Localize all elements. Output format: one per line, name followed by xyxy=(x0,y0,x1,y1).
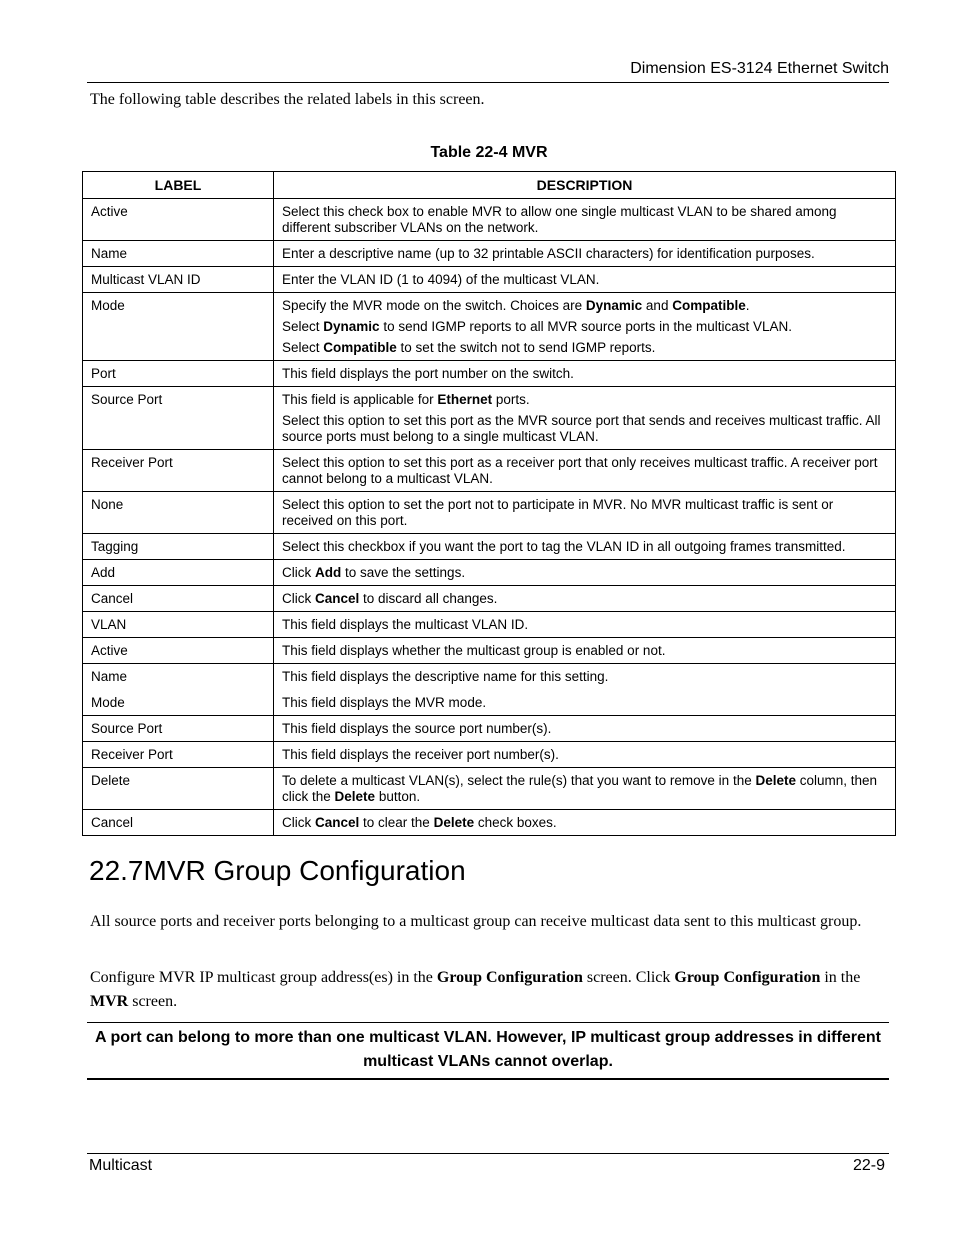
label-cell xyxy=(83,560,274,586)
bold-term: Group Configuration xyxy=(674,969,821,986)
description-paragraph xyxy=(282,617,887,633)
table-row xyxy=(83,241,896,267)
text-run: to discard all changes. xyxy=(359,591,498,606)
section-paragraph-1: All source ports and receiver ports belonging to a multicast group can receive multicast data sent to this multicast group. xyxy=(90,913,862,930)
description-paragraph xyxy=(282,497,887,529)
table-row xyxy=(83,560,896,586)
table-row xyxy=(83,612,896,638)
text-run: to save the settings. xyxy=(341,565,466,580)
label-text: Delete xyxy=(91,773,131,788)
table-caption: Table 22-4 MVR xyxy=(430,144,548,161)
label-text: Cancel xyxy=(91,591,134,606)
text-run: Enter the VLAN ID (1 to 4094) of the multicast VLAN. xyxy=(282,272,600,287)
description-paragraph xyxy=(282,695,887,711)
table-row xyxy=(83,742,896,768)
label-cell xyxy=(83,241,274,267)
label-text: Source Port xyxy=(91,721,163,736)
table-header-row xyxy=(83,172,896,199)
table-row xyxy=(83,586,896,612)
label-cell xyxy=(83,450,274,492)
label-cell xyxy=(83,742,274,768)
bold-term: Add xyxy=(315,565,342,580)
text-run: To delete a multicast VLAN(s), select the rule(s) that you want to remove in the xyxy=(282,773,756,788)
label-cell xyxy=(83,716,274,742)
text-run: This field displays the MVR mode. xyxy=(282,695,487,710)
description-cell xyxy=(274,612,896,638)
text-run: screen. Click xyxy=(582,969,675,986)
description-paragraph xyxy=(282,815,887,831)
text-run: Select xyxy=(282,319,324,334)
text-run: Select this option to set this port as the MVR source port that sends and receives multicast traffic. All source ports must belong to a single multicast VLAN. xyxy=(282,413,881,444)
description-cell xyxy=(274,534,896,560)
label-cell xyxy=(83,612,274,638)
bold-term: Ethernet xyxy=(437,392,493,407)
label-text: Source Port xyxy=(91,392,163,407)
section-heading: 22.7MVR Group Configuration xyxy=(89,855,466,886)
description-paragraph xyxy=(282,669,887,685)
page-footer xyxy=(87,1153,889,1174)
table-body xyxy=(83,199,896,836)
bold-term: Delete xyxy=(334,789,376,804)
label-cell xyxy=(83,534,274,560)
label-text: Cancel xyxy=(91,815,134,830)
description-cell xyxy=(274,293,896,361)
label-text: Mode xyxy=(91,298,125,313)
description-cell xyxy=(274,560,896,586)
text-run: This field displays the source port number(s). xyxy=(282,721,552,736)
description-paragraph xyxy=(282,413,887,445)
description-cell xyxy=(274,241,896,267)
bold-term: Compatible xyxy=(323,340,397,355)
label-text: Port xyxy=(91,366,116,381)
label-text: Active xyxy=(91,204,128,219)
text-run: Click xyxy=(282,591,315,606)
text-run: Select this option to set the port not to participate in MVR. No MVR multicast traffic is sent or received on this port. xyxy=(282,497,834,528)
intro-text: The following table describes the related labels in this screen. xyxy=(90,91,485,108)
description-paragraph xyxy=(282,392,887,408)
label-cell xyxy=(83,293,274,361)
label-text: Receiver Port xyxy=(91,455,173,470)
description-paragraph xyxy=(282,721,887,737)
label-text: None xyxy=(91,497,124,512)
footer-chapter: Multicast xyxy=(89,1157,153,1174)
mvr-table xyxy=(82,171,896,836)
column-header-description: DESCRIPTION xyxy=(274,172,896,199)
text-run: button. xyxy=(375,789,421,804)
text-run: Select this option to set this port as a receiver port that only receives multicast traffic. A receiver port cannot belong to a multicast VLAN. xyxy=(282,455,878,486)
table-row xyxy=(83,716,896,742)
label-text: Mode xyxy=(91,695,125,710)
text-run: This field displays the descriptive name for this setting. xyxy=(282,669,609,684)
table-row xyxy=(83,664,896,716)
text-run: Click xyxy=(282,815,315,830)
text-run: check boxes. xyxy=(474,815,557,830)
bold-term: Dynamic xyxy=(323,319,380,334)
text-run: This field displays whether the multicast group is enabled or not. xyxy=(282,643,666,658)
description-cell xyxy=(274,664,896,716)
text-run: screen. xyxy=(128,993,178,1010)
bold-term: Delete xyxy=(433,815,475,830)
label-cell xyxy=(83,267,274,293)
table-row xyxy=(83,638,896,664)
text-run: Specify the MVR mode on the switch. Choices are xyxy=(282,298,586,313)
description-paragraph xyxy=(282,773,887,805)
description-cell xyxy=(274,768,896,810)
table-row xyxy=(83,768,896,810)
label-text: VLAN xyxy=(91,617,127,632)
bold-term: Delete xyxy=(755,773,796,788)
bold-term: Compatible xyxy=(672,298,746,313)
table-row xyxy=(83,267,896,293)
description-paragraph xyxy=(282,565,887,581)
text-run: Select this check box to enable MVR to allow one single multicast VLAN to be shared among different subscriber VLANs on the network. xyxy=(282,204,837,235)
label-text: Multicast VLAN ID xyxy=(91,272,201,287)
description-paragraph xyxy=(282,298,887,314)
text-run: This field is applicable for xyxy=(282,392,438,407)
label-cell xyxy=(83,638,274,664)
description-cell xyxy=(274,742,896,768)
text-run: This field displays the multicast VLAN ID. xyxy=(282,617,529,632)
text-run: Enter a descriptive name (up to 32 printable ASCII characters) for identification purposes. xyxy=(282,246,815,261)
text-run: and xyxy=(642,298,673,313)
description-paragraph xyxy=(282,340,887,356)
description-cell xyxy=(274,810,896,836)
description-paragraph xyxy=(282,455,887,487)
header-title: Dimension ES-3124 Ethernet Switch xyxy=(630,60,889,77)
description-cell xyxy=(274,716,896,742)
table-row xyxy=(83,450,896,492)
bold-term: Cancel xyxy=(315,591,360,606)
label-text: Name xyxy=(91,246,128,261)
table-row xyxy=(83,534,896,560)
label-text: Receiver Port xyxy=(91,747,173,762)
description-paragraph xyxy=(282,643,887,659)
column-header-label: LABEL xyxy=(83,172,274,199)
label-cell xyxy=(83,768,274,810)
text-run: Configure MVR IP multicast group address(es) in the xyxy=(90,969,437,986)
description-paragraph xyxy=(282,204,887,236)
note-box: A port can belong to more than one multicast VLAN. However, IP multicast group addresses in different multicast VLANs cannot overlap. xyxy=(87,1022,889,1080)
bold-term: Cancel xyxy=(315,815,360,830)
label-cell xyxy=(83,492,274,534)
description-cell xyxy=(274,450,896,492)
description-cell xyxy=(274,492,896,534)
text-run: . xyxy=(745,298,750,313)
description-cell xyxy=(274,387,896,450)
label-text: Name xyxy=(91,669,128,684)
bold-term: Dynamic xyxy=(585,298,643,313)
label-cell xyxy=(83,586,274,612)
text-run: ports. xyxy=(492,392,530,407)
description-paragraph xyxy=(282,246,887,262)
description-cell xyxy=(274,267,896,293)
table-row xyxy=(83,361,896,387)
description-paragraph xyxy=(282,747,887,763)
table-row xyxy=(83,387,896,450)
text-run: Select this checkbox if you want the port to tag the VLAN ID in all outgoing frames transmitted. xyxy=(282,539,846,554)
label-text: Active xyxy=(91,643,128,658)
page-header xyxy=(87,60,889,83)
description-paragraph xyxy=(282,366,887,382)
description-cell xyxy=(274,586,896,612)
description-paragraph xyxy=(282,591,887,607)
text-run: This field displays the receiver port number(s). xyxy=(282,747,559,762)
description-cell xyxy=(274,199,896,241)
label-cell xyxy=(83,199,274,241)
description-paragraph xyxy=(282,539,887,555)
text-run: Click xyxy=(282,565,315,580)
footer-page-number: 22-9 xyxy=(852,1157,885,1174)
text-run: to set the switch not to send IGMP reports. xyxy=(396,340,656,355)
text-run: to send IGMP reports to all MVR source ports in the multicast VLAN. xyxy=(379,319,792,334)
text-run: Select xyxy=(282,340,324,355)
table-row xyxy=(83,810,896,836)
label-cell xyxy=(83,810,274,836)
text-run: in the xyxy=(820,969,861,986)
label-cell xyxy=(83,664,274,716)
text-run: column, then click the xyxy=(282,773,878,804)
label-text: Add xyxy=(91,565,116,580)
description-cell xyxy=(274,361,896,387)
table-row xyxy=(83,199,896,241)
text-run: to clear the xyxy=(359,815,434,830)
table-row xyxy=(83,293,896,361)
description-cell xyxy=(274,638,896,664)
bold-term: MVR xyxy=(90,993,129,1010)
table-row xyxy=(83,492,896,534)
label-cell xyxy=(83,387,274,450)
description-paragraph xyxy=(282,319,887,335)
text-run: This field displays the port number on the switch. xyxy=(282,366,574,381)
label-text: Tagging xyxy=(91,539,139,554)
section-paragraph-2 xyxy=(90,966,890,1014)
bold-term: Group Configuration xyxy=(436,969,583,986)
label-cell xyxy=(83,361,274,387)
description-paragraph xyxy=(282,272,887,288)
